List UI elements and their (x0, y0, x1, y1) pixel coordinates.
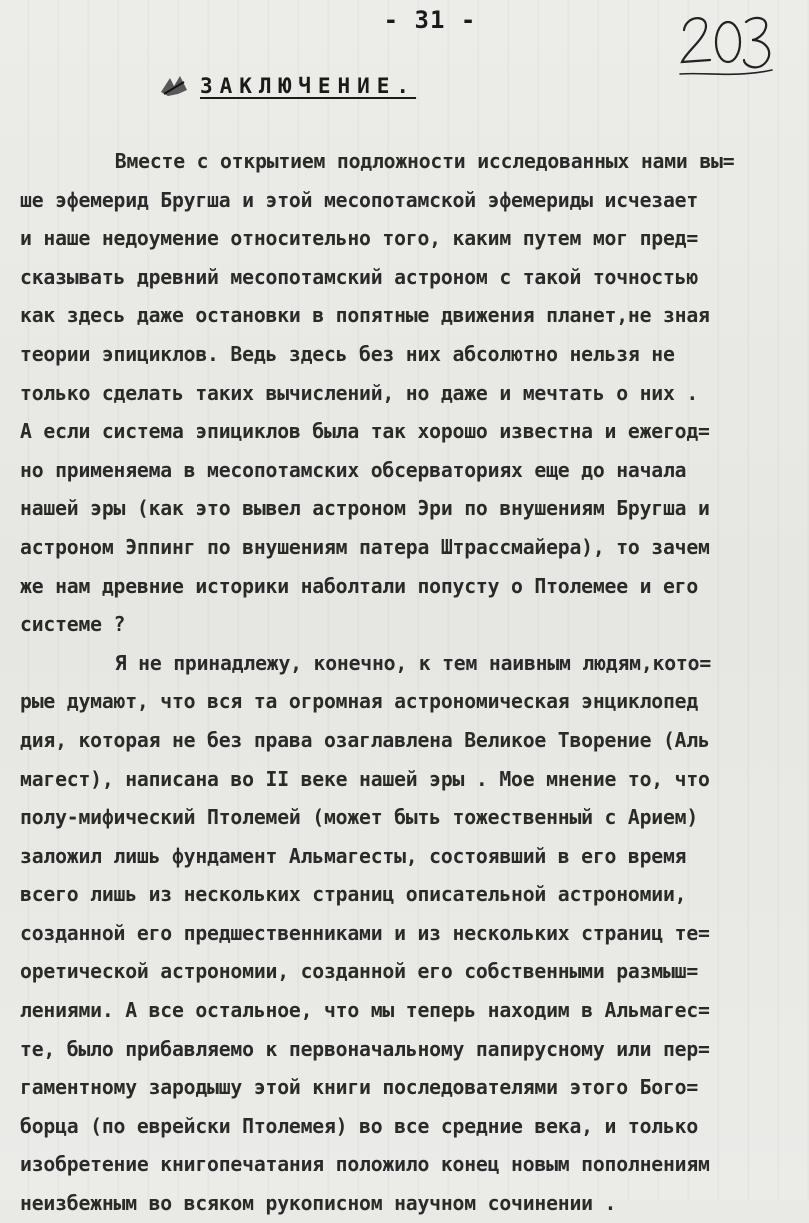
text-line: те, было прибавляемо к первоначальному папирусному или пер= (20, 1036, 710, 1061)
text-line: только сделать таких вычислений, но даже и мечтать о них . (20, 380, 699, 405)
text-line: всего лишь из нескольких страниц описательной астрономии, (20, 882, 687, 907)
text-line: борца (по еврейски Птолемея) во все средние века, и только (20, 1113, 699, 1138)
text-line: же нам древние историки наболтали попусту о Птолемее и его (20, 573, 699, 598)
text-line: дия, которая не без права озаглавлена Великое Творение (Аль (20, 727, 710, 752)
text-line: рые думают, что вся та огромная астрономическая энциклопед (20, 689, 699, 714)
text-line: как здесь даже остановки в попятные движения планет,не зная (20, 303, 710, 328)
text-line: магест), написана во II веке нашей эры . Мое мнение то, что (20, 766, 710, 791)
body-text (20, 142, 809, 1223)
text-line: лениями. А все остальное, что мы теперь находим в Альмагес= (20, 998, 710, 1023)
text-line: ше эфемерид Бругша и этой месопотамской эфемериды исчезает (20, 187, 699, 212)
text-line: заложил лишь фундамент Альмагесты, состоявший в его время (20, 843, 687, 868)
text-line: А если система эпициклов была так хорошо известна и ежегод= (20, 419, 710, 444)
heading-row (158, 68, 416, 104)
text-line: но применяема в месопотамских обсерваториях еще до начала (20, 457, 687, 482)
text-line: гаментному зародышу этой книги последователями этого Бого= (20, 1075, 699, 1100)
text-line: Вместе с открытием подложности исследованных нами вы= (114, 149, 735, 173)
text-line: созданной его предшественниками и из нескольких страниц те= (20, 920, 710, 945)
ink-stamp-icon (158, 72, 190, 100)
text-line: нашей эры (как это вывел астроном Эри по внушениям Бругша и (20, 496, 710, 521)
heading-title: ЗАКЛЮЧЕНИЕ. (200, 74, 417, 98)
text-line: и наше недоумение относительно того, каким путем мог пред= (20, 226, 699, 251)
text-line: Я не принадлежу, конечно, к тем наивным людям,кото= (114, 650, 712, 675)
text-line: астроном Эппинг по внушениям патера Штрассмайера), то зачем (20, 534, 710, 559)
text-line: сказывать древний месопотамский астроном с такой точностью (20, 264, 699, 289)
text-line: оретической астрономии, созданной его собственными размыш= (20, 959, 699, 984)
handwritten-page-number-icon (676, 8, 776, 80)
text-line: системе ? (20, 612, 126, 637)
text-line: изобретение книгопечатания положило конец новым пополнениям (20, 1152, 710, 1177)
text-line: неизбежным во всяком рукописном научном сочинении . (20, 1191, 617, 1216)
text-line: теории эпициклов. Ведь здесь без них абсолютно нельзя не (20, 341, 675, 366)
text-line: полу-мифический Птолемей (может быть тожественный с Арием) (20, 805, 699, 830)
page-number: - 31 - (383, 6, 477, 34)
